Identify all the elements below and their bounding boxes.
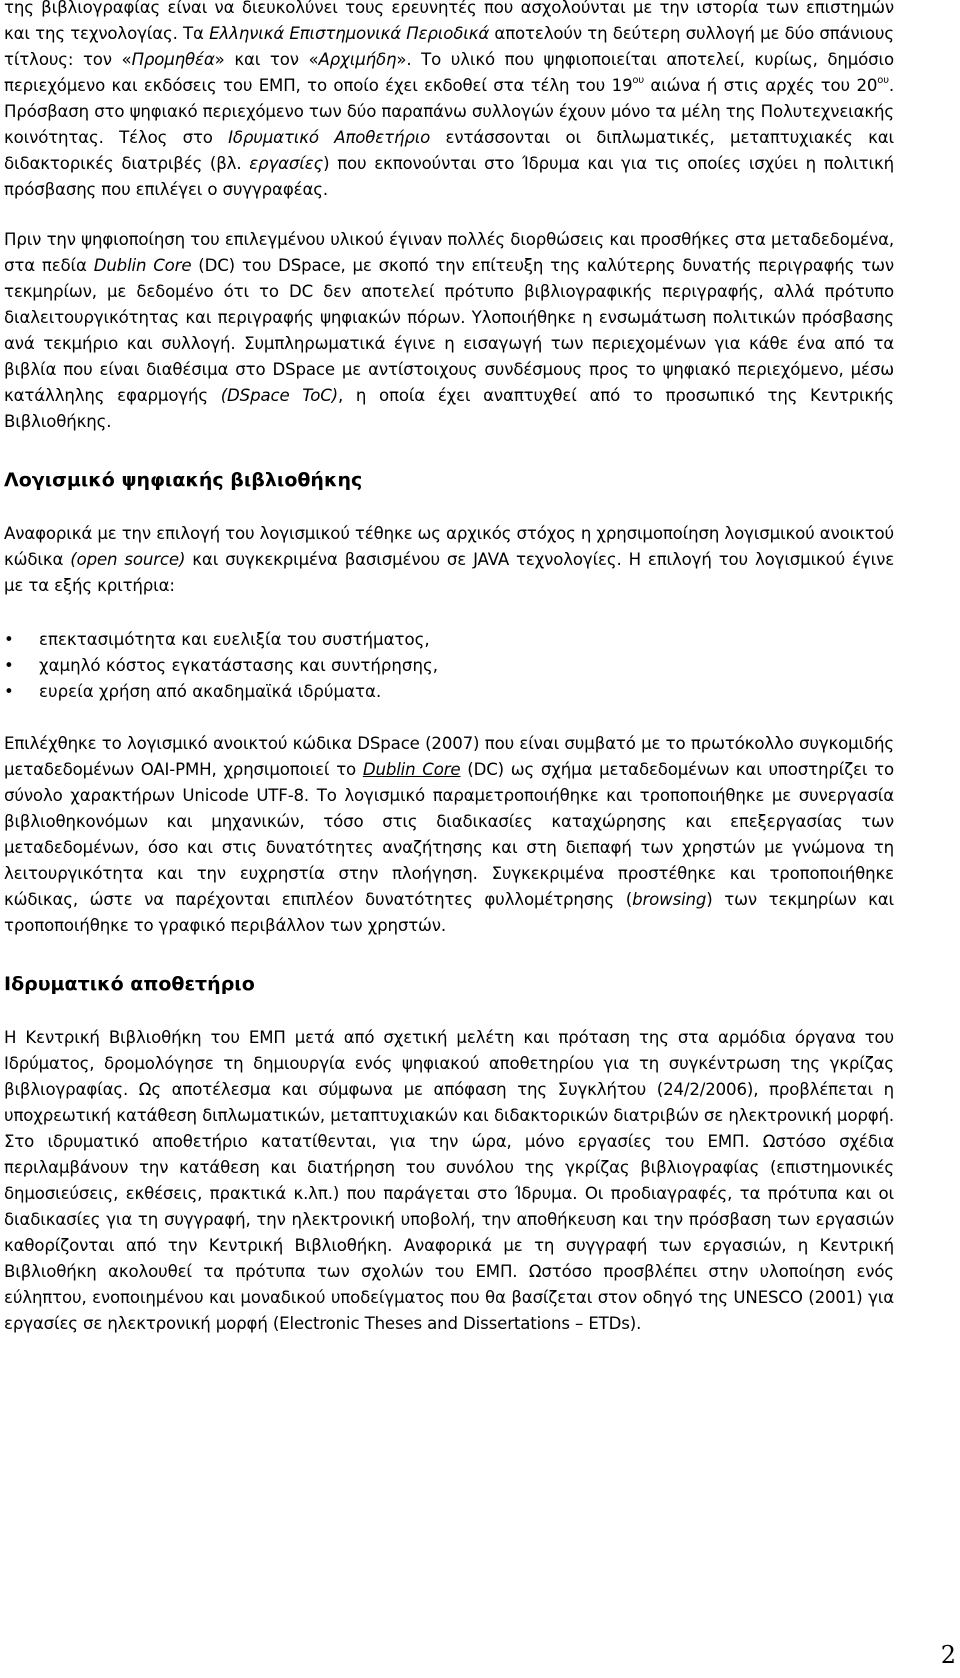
superscript: ου (877, 75, 889, 87)
text-run: και συγκεκριμένα βασισμένου σε JAVA τεχνολογίες. Η επιλογή του λογισμικού έγινε με τα εξής κριτήρια: (4, 550, 895, 595)
list-item-text: χαμηλό κόστος εγκατάστασης και συντήρησης, (39, 656, 438, 675)
italic-run: (DSpace ToC) (220, 386, 338, 405)
text-run: αιώνα ή στις αρχές του 20 (644, 76, 878, 95)
text-run: . Πρόσβαση στο ψηφιακό περιεχόμενο των δύο παραπάνω συλλογών έχουν μόνο τα μέλη της Πολυτεχνειακής κοινότητας. Τέλος στο (4, 76, 894, 147)
italic-run: (open source) (70, 550, 186, 569)
italic-run: browsing (632, 890, 707, 909)
text-run: αποτελούν τη δεύτερη συλλογή με δύο σπάνιους τίτλους: τον « (4, 24, 894, 69)
criteria-list (4, 627, 894, 705)
italic-run: Dublin Core (93, 256, 192, 275)
text-run: της βιβλιογραφίας είναι να διευκολύνει τους ερευνητές που ασχολούνται με την ιστορία των επιστημών και της τεχνολογίας. Τα (4, 0, 894, 43)
list-item-text: ευρεία χρήση από ακαδημαϊκά ιδρύματα. (39, 682, 382, 701)
text-run: » και τον « (214, 50, 319, 69)
list-item-text: επεκτασιμότητα και ευελιξία του συστήματος, (39, 630, 430, 649)
text-run: Επιλέχθηκε το λογισμικό ανοικτού κώδικα DSpace (2007) που είναι συμβατό με το πρωτόκολλο συγκομιδής μεταδεδομένων OAI-PMH, χρησιμοποιεί το (4, 734, 894, 779)
text-run: ». Το υλικό που ψηφιοποιείται αποτελεί, κυρίως, δημόσιο περιεχόμενο και εκδόσεις του ΕΜΠ, το οποίο έχει εκδοθεί στα τέλη του 19 (4, 50, 894, 95)
italic-run: Αρχιμήδη (318, 50, 397, 69)
italic-run: Ελληνικά Επιστημονικά Περιοδικά (209, 24, 490, 43)
bullet-icon: • (4, 630, 14, 649)
list-item (4, 679, 894, 705)
text-run: , η οποία έχει αναπτυχθεί από το προσωπικό της Κεντρικής Βιβλιοθήκης. (4, 386, 895, 431)
text-run: Αναφορικά με την επιλογή του λογισμικού τέθηκε ως αρχικός στόχος η χρησιμοποίηση λογισμικού ανοικτού κώδικα (4, 524, 894, 569)
italic-run: εργασίες (249, 154, 324, 173)
italic-run: Dublin Core (362, 760, 461, 779)
bullet-icon: • (4, 682, 14, 701)
heading-software: Λογισμικό ψηφιακής βιβλιοθήκης (4, 469, 363, 491)
paragraph-software-choice (4, 521, 894, 599)
paragraph-metadata (4, 227, 894, 435)
text-run: εντάσσονται οι διπλωματικές, μεταπτυχιακές και διδακτορικές διατριβές (βλ. (4, 128, 895, 173)
superscript: ου (632, 75, 644, 87)
italic-run: Ιδρυματικό Αποθετήριο (228, 128, 431, 147)
text-run: ) των τεκμηρίων και τροποποιήθηκε το γραφικό περιβάλλον των χρηστών. (4, 890, 894, 935)
paragraph-repository: Η Κεντρική Βιβλιοθήκη του ΕΜΠ μετά από σχετική μελέτη και πρόταση της στα αρμόδια όργανα του Ιδρύματος, δρομολόγησε τη δημιουργία ενός ψηφιακού αποθετηρίου για τη συγκέντρωση της γκρίζας βιβλιογραφίας. Ως αποτέλεσμα και σύμφωνα με απόφαση της Συγκλήτου (24/2/2006), προβλέπεται η υποχρεωτική κατάθεση διπλωματικών, μεταπτυχιακών και διδακτορικών διατριβών σε ηλεκτρονική μορφή. Στο ιδρυματικό αποθετήριο κατατίθενται, για την ώρα, μόνο εργασίες του ΕΜΠ. Ωστόσο σχέδια περιλαμβάνουν την κατάθεση και διατήρηση του συνόλου της γκρίζας βιβλιογραφίας (επιστημονικές δημοσιεύσεις, εκθέσεις, πρακτικά κ.λπ.) που παράγεται στο Ίδρυμα. Οι προδιαγραφές, τα πρότυπα και οι διαδικασίες για τη συγγραφή, την ηλεκτρονική υποβολή, την αποθήκευση και την πρόσβαση των εργασιών καθορίζονται από την Κεντρική Βιβλιοθήκη. Αναφορικά με τη συγγραφή των εργασιών, η Κεντρική Βιβλιοθήκη ακολουθεί τα πρότυπα των σχολών του ΕΜΠ. Ωστόσο προσβλέπει στην υλοποίηση ενός εύληπτου, ενοποιημένου και μοναδικού υποδείγματος που θα βασίζεται στον οδηγό της UNESCO (2001) για εργασίες σε ηλεκτρονική μορφή (Electronic Theses and Dissertations – ETDs). (4, 1028, 894, 1333)
list-item (4, 627, 894, 653)
text-run: (DC) του DSpace, με σκοπό την επίτευξη της καλύτερης δυνατής περιγραφής των τεκμηρίων, με δεδομένο ότι το DC δεν αποτελεί πρότυπο βιβλιογραφικής περιγραφής, αλλά πρότυπο διαλειτουργικότητας και περιγραφής ψηφιακών πόρων. Υλοποιήθηκε η ενσωμάτωση πολιτικών πρόσβασης ανά τεκμήριο και συλλογή. Συμπληρωματικά έγινε η εισαγωγή των περιεχομένων για κάθε ένα από τα βιβλία που είναι διαθέσιμα στο DSpace με αντίστοιχους συνδέσμους προς το ψηφιακό περιεχόμενο, μέσω κατάλληλης εφαρμογής (4, 256, 894, 405)
document-page (4, 0, 894, 1337)
text-run: Πριν την ψηφιοποίηση του επιλεγμένου υλικού έγιναν πολλές διορθώσεις και προσθήκες στα μεταδεδομένα, στα πεδία (4, 230, 894, 275)
text-run: ) που εκπονούνται στο Ίδρυμα και για τις οποίες ισχύει η πολιτική πρόσβασης που επιλέγει ο συγγραφέας. (4, 154, 894, 199)
paragraph-collections (4, 0, 894, 203)
page-number: 2 (940, 1641, 956, 1669)
italic-run: Προμηθέα (131, 50, 215, 69)
text-run: (DC) ως σχήμα μεταδεδομένων και υποστηρίζει το σύνολο χαρακτήρων Unicode UTF-8. Το λογισμικό παραμετροποιήθηκε και τροποποιήθηκε με συνεργασία βιβλιοθηκονόμων και μηχανικών, τόσο στις διαδικασίες καταχώρησης και επεξεργασίας των μεταδεδομένων, όσο και στις δυνατότητες αναζήτησης και στη διεπαφή των χρηστών με γνώμονα τη λειτουργικότητα και την ευχρηστία στην πλοήγηση. Συγκεκριμένα προστέθηκε και τροποποιήθηκε κώδικας, ώστε να παρέχονται επιπλέον δυνατότητες φυλλομέτρησης ( (4, 760, 894, 909)
bullet-icon: • (4, 656, 14, 675)
list-item (4, 653, 894, 679)
paragraph-dspace (4, 731, 894, 939)
heading-repository: Ιδρυματικό αποθετήριο (4, 973, 255, 995)
